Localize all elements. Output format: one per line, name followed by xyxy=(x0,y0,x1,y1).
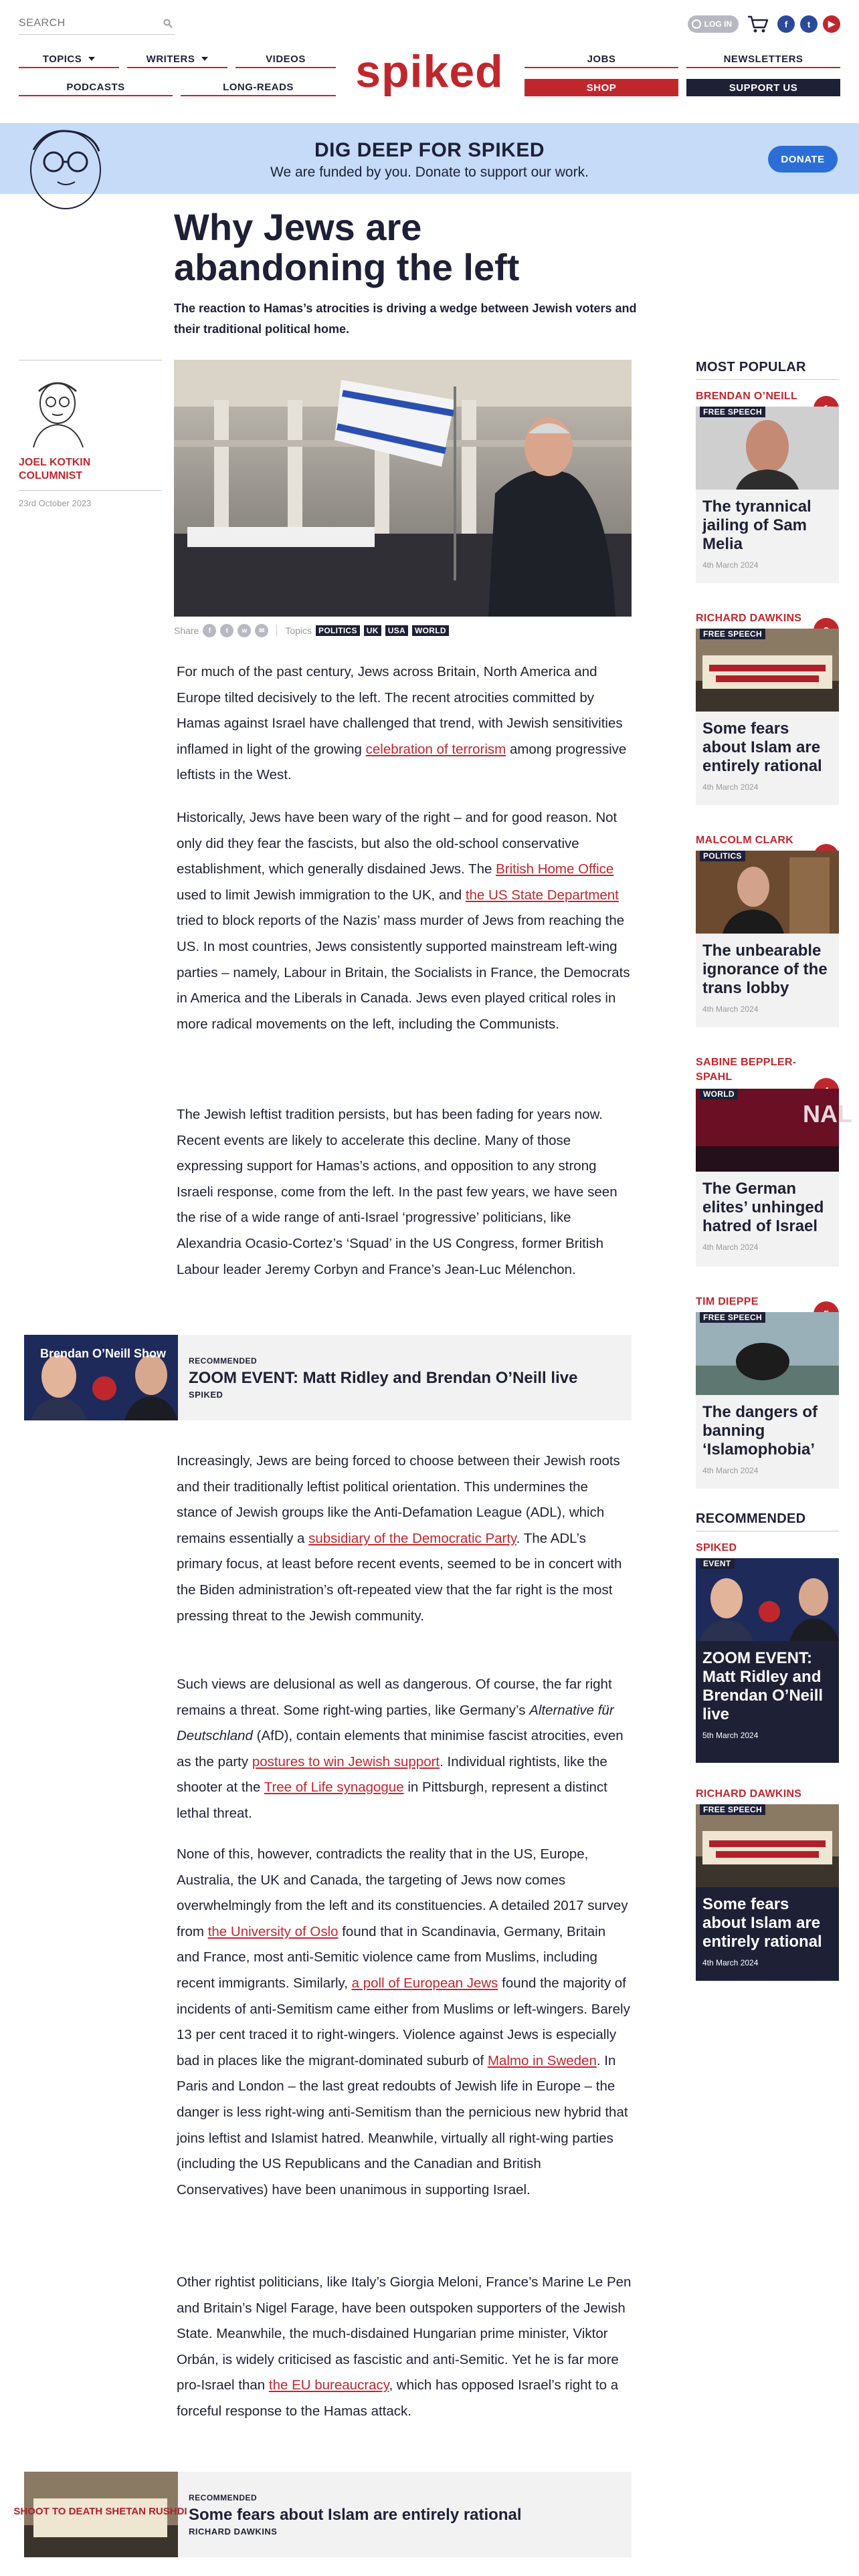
paragraph-text: Such views are delusional as well as dangerous. Of course, the far right remains a threat. Some right-wing parties, like Germany’s xyxy=(177,1677,612,1718)
nav-topics[interactable] xyxy=(19,51,119,68)
item-date: 4th March 2024 xyxy=(702,782,759,792)
item-body xyxy=(696,934,839,1027)
cart-icon[interactable] xyxy=(747,15,769,33)
inline-link[interactable]: Malmo in Sweden xyxy=(487,2052,597,2068)
inline-link[interactable]: the EU bureaucracy xyxy=(268,2377,389,2393)
article-paragraph xyxy=(177,659,632,788)
item-title[interactable]: The German elites’ unhinged hatred of Israel xyxy=(702,1180,824,1235)
nav-writers-label: WRITERS xyxy=(146,53,195,65)
paragraph-text: . Individual rightists, like the shooter at the xyxy=(177,1753,607,1796)
item-author[interactable]: SPIKED xyxy=(696,1542,737,1553)
item-tag: WORLD xyxy=(700,1089,738,1099)
item-author[interactable]: RICHARD DAWKINS xyxy=(696,1788,802,1800)
recommended-thumbnail xyxy=(13,2472,187,2557)
topic-tag[interactable]: POLITICS xyxy=(316,625,360,636)
author-role: COLUMNIST xyxy=(19,470,83,481)
paragraph-text: Historically, Jews have been wary of the right – and for good reason. Not only did they fear the fascists, but also the old-school conservative establishment, which generally disdained Jews. The xyxy=(177,810,617,877)
svg-text:SHOOT TO DEATH SHETAN RUSHDI: SHOOT TO DEATH SHETAN RUSHDI xyxy=(13,2506,187,2517)
publish-date: 23rd October 2023 xyxy=(19,498,92,508)
inline-link[interactable]: British Home Office xyxy=(496,861,614,877)
most-popular-item[interactable] xyxy=(696,1295,839,1489)
item-image xyxy=(696,407,839,490)
item-body xyxy=(696,1641,839,1763)
item-date: 4th March 2024 xyxy=(702,1243,759,1252)
search-input[interactable] xyxy=(19,13,153,33)
item-tag: FREE SPEECH xyxy=(700,407,765,417)
item-title[interactable]: ZOOM EVENT: Matt Ridley and Brendan O’Neill live xyxy=(702,1649,824,1723)
banner-subtitle: We are funded by you. Donate to support our work. xyxy=(270,165,589,180)
item-image xyxy=(696,1312,839,1395)
recommended-label: RECOMMENDED xyxy=(189,1356,258,1366)
topic-tag[interactable]: USA xyxy=(385,625,408,636)
item-tag: FREE SPEECH xyxy=(700,629,765,639)
sidebar-recommended-item[interactable] xyxy=(696,1541,839,1763)
item-title[interactable]: Some fears about Islam are entirely rational xyxy=(702,720,822,775)
share-and-topics xyxy=(174,623,449,638)
most-popular-item[interactable] xyxy=(696,611,839,805)
svg-text:NAL: NAL xyxy=(803,1100,852,1128)
twitter-icon[interactable]: t xyxy=(800,15,818,33)
recommended-author[interactable]: RICHARD DAWKINS xyxy=(189,2527,278,2537)
twitter-share-icon[interactable]: t xyxy=(220,624,233,637)
nav-jobs-label: JOBS xyxy=(587,53,616,65)
nav-podcasts[interactable] xyxy=(19,79,173,96)
topic-tag[interactable]: UK xyxy=(364,625,381,636)
paragraph-text: among progressive leftists in the West. xyxy=(177,741,627,783)
user-icon xyxy=(692,19,701,29)
nav-shop[interactable] xyxy=(524,79,678,96)
paragraph-text: For much of the past century, Jews across Britain, North America and Europe tilted decisively to the left. The recent atrocities committed by Hamas against Israel have challenged that trend, with Jewish sensitivities inflamed in light of the growing xyxy=(177,664,623,757)
recommended-thumbnail xyxy=(24,1335,178,1420)
inline-link[interactable]: the US State Department xyxy=(465,887,619,903)
nav-long-reads[interactable] xyxy=(181,79,336,96)
spiked-logo[interactable] xyxy=(348,45,511,106)
recommended-label: RECOMMENDED xyxy=(189,2493,258,2502)
item-author[interactable]: SABINE BEPPLER-SPAHL xyxy=(696,1057,797,1083)
nav-videos-label: VIDEOS xyxy=(266,53,306,65)
recommended-title[interactable]: ZOOM EVENT: Matt Ridley and Brendan O’Neill live xyxy=(189,1369,578,1387)
site-header xyxy=(0,0,859,107)
chevron-down-icon xyxy=(201,57,208,61)
hero-image xyxy=(174,360,632,617)
item-tag: POLITICS xyxy=(700,851,745,861)
item-tag: FREE SPEECH xyxy=(700,1312,765,1323)
nav-writers[interactable] xyxy=(127,51,227,68)
paragraph-text: Other rightist politicians, like Italy’s Giorgia Meloni, France’s Marine Le Pen and Britain’s Nigel Farage, have been outspoken supporters of the Jewish State. Meanwhile, the much-disdained Hungarian prime minister, Viktor Orbán, is widely criticised as fascistic and anti-Semitic. Yet he is far more pro-Israel than xyxy=(177,2274,632,2393)
item-body xyxy=(696,1172,839,1267)
inline-link[interactable]: the University of Oslo xyxy=(207,1923,339,1939)
divider xyxy=(19,490,162,491)
nav-newsletters-label: NEWSLETTERS xyxy=(723,53,803,65)
paragraph-text: , which has opposed Israel’s right to a forceful response to the Hamas attack. xyxy=(177,2377,619,2419)
nav-jobs[interactable] xyxy=(524,51,678,68)
item-date: 4th March 2024 xyxy=(702,560,759,570)
item-image xyxy=(696,1804,839,1887)
item-tag: FREE SPEECH xyxy=(700,1804,765,1815)
banner-title: DIG DEEP FOR SPIKED xyxy=(314,139,545,161)
search-box[interactable] xyxy=(19,13,175,35)
article-paragraph xyxy=(177,1842,632,2203)
most-popular-item[interactable] xyxy=(696,833,839,1027)
recommended-author[interactable]: SPIKED xyxy=(189,1390,223,1400)
item-body xyxy=(696,1395,839,1489)
email-share-icon[interactable]: ✉ xyxy=(255,624,268,637)
login-button[interactable] xyxy=(688,15,739,33)
inline-link[interactable]: postures to win Jewish support xyxy=(252,1753,440,1769)
chevron-down-icon xyxy=(88,57,95,61)
donate-button[interactable]: DONATE xyxy=(768,146,838,173)
facebook-icon[interactable]: f xyxy=(777,15,795,33)
item-body xyxy=(696,1887,839,1981)
paragraph-text: tried to block reports of the Nazis’ mass murder of Jews from reaching the US. In most countries, Jews consistently supported mainstream left-wing parties – namely, Labour in Britain, the Socialists in France, the Democrats in America and the Liberals in Canada. Jews even played critical roles in more radical movements on the left, including the Communists. xyxy=(177,913,630,1032)
login-label: LOG IN xyxy=(704,19,732,29)
paragraph-text: found the majority of incidents of anti-Semitism came either from Muslims or left-wingers. Barely 13 per cent traced it to right-wingers. Violence against Jews is especially bad in places like the migrant-dominated suburb of xyxy=(177,1975,630,2068)
item-date: 5th March 2024 xyxy=(702,1731,759,1740)
paragraph-text: None of this, however, contradicts the reality that in the US, Europe, Australia, the UK and Canada, the targeting of Jews now comes overwhelmingly from the left and its constituencies. A detailed 2017 survey from xyxy=(177,1846,628,1939)
item-title[interactable]: The unbearable ignorance of the trans lobby xyxy=(702,942,828,997)
article-paragraph xyxy=(177,1448,632,1629)
donate-banner xyxy=(0,123,859,194)
paragraph-text: in Pittsburgh, represent a distinct lethal threat. xyxy=(177,1780,607,1821)
nav-support-us[interactable] xyxy=(686,79,840,96)
most-popular-heading: MOST POPULAR xyxy=(696,360,839,380)
item-author[interactable]: MALCOLM CLARK xyxy=(696,835,794,846)
svg-text:spiked: spiked xyxy=(355,46,504,97)
article-paragraph xyxy=(177,1102,632,1283)
item-image xyxy=(696,629,839,712)
sidebar-recommended-item[interactable] xyxy=(696,1787,839,1981)
item-tag: EVENT xyxy=(700,1558,735,1569)
inline-link[interactable]: celebration of terrorism xyxy=(365,741,506,757)
recommended-title[interactable]: Some fears about Islam are entirely rational xyxy=(189,2506,522,2524)
header-utilities xyxy=(688,13,840,35)
nav-newsletters[interactable] xyxy=(686,51,840,68)
author-avatar[interactable] xyxy=(19,368,98,447)
paragraph-text: . The ADL’s primary focus, at least before recent events, seemed to be in concert with the Biden administration’s oft-repeated view that the far right is the most pressing threat to the Jewish community. xyxy=(177,1530,622,1624)
paragraph-text: used to limit Jewish immigration to the UK, and xyxy=(177,887,466,903)
item-body xyxy=(696,712,839,805)
nav-podcasts-label: PODCASTS xyxy=(66,81,125,93)
paragraph-text: . In Paris and London – the last great redoubts of Jewish life in Europe – the danger is less right-wing anti-Semitism than the pernicious new hybrid that joins leftist and Islamist hatred. Meanwhile, virtually all right-wing parties (including the US Republicans and the Canadian and British Conservatives) have been unanimous in supporting Israel. xyxy=(177,2052,628,2197)
most-popular-item[interactable] xyxy=(696,1055,852,1267)
item-image xyxy=(696,851,839,934)
item-date: 4th March 2024 xyxy=(702,1004,759,1014)
recommended-card[interactable] xyxy=(24,1335,632,1420)
topic-tag[interactable]: WORLD xyxy=(412,625,449,636)
item-author[interactable]: BRENDAN O’NEILL xyxy=(696,391,798,402)
author-name[interactable]: JOEL KOTKIN xyxy=(19,457,91,468)
article-title: Why Jews are abandoning the left xyxy=(174,206,520,288)
item-date: 4th March 2024 xyxy=(702,1466,759,1475)
italic-text: Alternative für Deutschland xyxy=(177,1702,614,1744)
item-author[interactable]: RICHARD DAWKINS xyxy=(696,613,802,624)
nav-topics-label: TOPICS xyxy=(42,53,82,65)
divider xyxy=(276,625,277,637)
inline-link[interactable]: Tree of Life synagogue xyxy=(264,1780,404,1796)
topics-label: Topics xyxy=(285,625,312,636)
nav-videos[interactable] xyxy=(235,51,336,68)
item-title[interactable]: Some fears about Islam are entirely rational xyxy=(702,1895,822,1951)
item-author[interactable]: TIM DIEPPE xyxy=(696,1296,759,1307)
nav-shop-label: SHOP xyxy=(586,82,617,94)
nav-support-us-label: SUPPORT US xyxy=(729,82,798,94)
item-body xyxy=(696,490,839,583)
item-date: 4th March 2024 xyxy=(702,1958,759,1967)
most-popular-item[interactable] xyxy=(696,389,839,583)
recommended-card[interactable] xyxy=(13,2472,632,2557)
recommended-heading: RECOMMENDED xyxy=(696,1511,839,1531)
whatsapp-share-icon[interactable]: w xyxy=(237,624,251,637)
inline-link[interactable]: subsidiary of the Democratic Party xyxy=(308,1530,516,1546)
item-title[interactable]: The tyrannical jailing of Sam Melia xyxy=(702,498,812,553)
paragraph-text: The Jewish leftist tradition persists, but has been fading for years now. Recent events are likely to accelerate this decline. Many of those expressing support for Hamas’s actions, and opposition to any strong Israeli response, come from the left. In the past few years, we have seen the rise of a wide range of anti-Israel ‘progressive’ politicians, like Alexandria Ocasio-Cortez’s ‘Squad’ in the US Congress, former British Labour leader Jeremy Corbyn and France’s Jean-Luc Mélenchon. xyxy=(177,1107,617,1277)
item-image xyxy=(696,1558,839,1641)
inline-link[interactable]: a poll of European Jews xyxy=(351,1975,498,1991)
search-icon[interactable] xyxy=(163,19,173,28)
paragraph-text: (AfD), contain elements that minimise fascist atrocities, even as the party xyxy=(177,1728,624,1769)
item-image xyxy=(696,1089,852,1172)
share-label: Share xyxy=(174,625,199,636)
article-standfirst: The reaction to Hamas’s atrocities is driving a wedge between Jewish voters and their traditional political home. xyxy=(174,302,637,336)
item-title[interactable]: The dangers of banning ‘Islamophobia’ xyxy=(702,1403,818,1459)
facebook-share-icon[interactable]: f xyxy=(203,624,216,637)
youtube-icon[interactable]: ▶ xyxy=(823,15,840,33)
article-paragraph xyxy=(177,2270,632,2425)
nav-long-reads-label: LONG-READS xyxy=(223,81,294,93)
svg-text:Brendan O’Neill Show: Brendan O’Neill Show xyxy=(39,1347,167,1360)
paragraph-text: found that in Scandinavia, Germany, Britain and France, most anti-Semitic violence came from Muslims, including recent immigrants. Similarly, xyxy=(177,1923,606,1991)
article-paragraph xyxy=(177,1672,632,1827)
article-paragraph xyxy=(177,805,632,1037)
paragraph-text: Increasingly, Jews are being forced to choose between their Jewish roots and their traditionally leftist political orientation. This undermines the stance of Jewish groups like the Anti-Defamation League (ADL), which remains essentially a xyxy=(177,1453,620,1546)
